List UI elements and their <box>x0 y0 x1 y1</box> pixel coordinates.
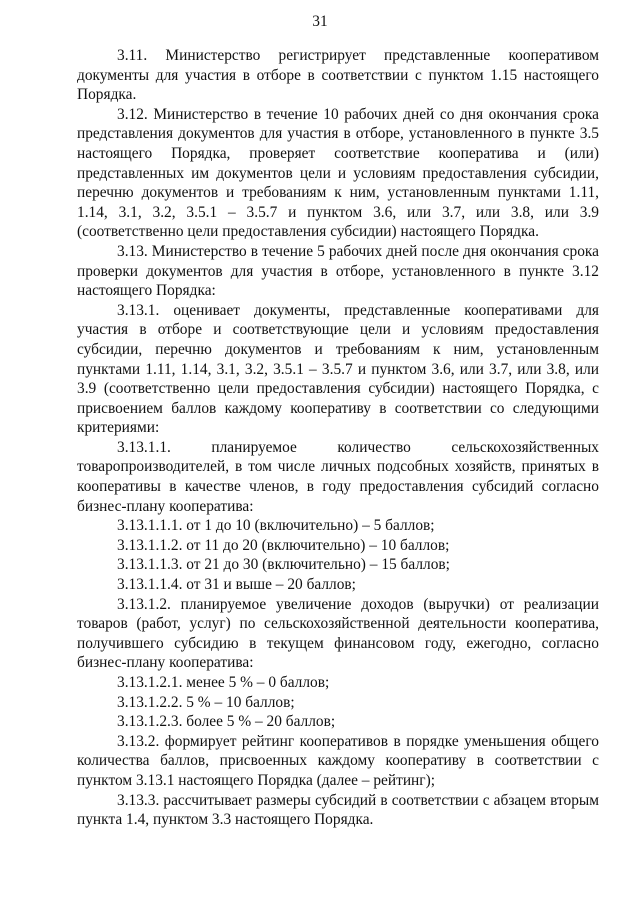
criterion-3-13-1-2-1: 3.13.1.2.1. менее 5 % – 0 баллов; <box>117 674 330 691</box>
document-body <box>77 46 599 830</box>
paragraph-3-13-1-1: 3.13.1.1. планируемое количество сельскохозяйственных товаропроизводителей, в том числе личных подсобных хозяйств, принятых в кооперативы в качестве членов, в году предоставления субсидий согласно бизнес-плану кооператива: <box>77 438 599 515</box>
paragraph-3-13: 3.13. Министерство в течение 5 рабочих дней после дня окончания срока проверки документов для участия в отборе, установленного в пункте 3.12 настоящего Порядка: <box>77 242 599 300</box>
criterion-3-13-1-1-3: 3.13.1.1.3. от 21 до 30 (включительно) – 15 баллов; <box>117 556 450 574</box>
criterion-3-13-1-2-3: 3.13.1.2.3. более 5 % – 20 баллов; <box>117 713 336 731</box>
criterion-3-13-1-1-1: 3.13.1.1.1. от 1 до 10 (включительно) – 5 баллов; <box>117 517 435 535</box>
paragraph-3-13-1-2: 3.13.1.2. планируемое увеличение доходов (выручки) от реализации товаров (работ, услуг) по сельскохозяйственной деятельности кооператива, получившего субсидию в текущем финансовом году, ежегодно, согласно бизнес-плану кооператива: <box>77 595 599 672</box>
paragraph-3-13-2: 3.13.2. формирует рейтинг кооперативов в порядке уменьшения общего количества баллов, присвоенных каждому кооперативу в соответствии с пунктом 3.13.1 настоящего Порядка (далее – рейтинг); <box>77 732 599 789</box>
paragraph-3-11: 3.11. Министерство регистрирует представленные кооперативом документы для участия в отборе в соответствии с пунктом 1.15 настоящего Порядка. <box>77 47 599 104</box>
paragraph-3-13-1: 3.13.1. оценивает документы, представленные кооперативами для участия в отборе и соответствующие цели и условиям предоставления субсидии, перечню документов и требованиям к ним, установленным пунктами 1.11, 1.14, 3.1, 3.2, 3.5.1 – 3.5.7 и пунктом 3.6, или 3.7, или 3.8, или 3.9 (соответственно цели предоставления субсидии) настоящего Порядка, с присвоением баллов каждому кооперативу в соответствии со следующими критериями: <box>77 301 599 437</box>
criterion-3-13-1-2-2: 3.13.1.2.2. 5 % – 10 баллов; <box>117 693 295 711</box>
page-number: 31 <box>312 13 328 30</box>
criterion-3-13-1-1-2: 3.13.1.1.2. от 11 до 20 (включительно) – 10 баллов; <box>117 536 450 554</box>
paragraph-3-13-3: 3.13.3. рассчитывает размеры субсидий в соответствии с абзацем вторым пункта 1.4, пунктом 3.3 настоящего Порядка. <box>77 791 599 829</box>
paragraph-3-12: 3.12. Министерство в течение 10 рабочих дней со дня окончания срока представления документов для участия в отборе, установленного в пункте 3.5 настоящего Порядка, проверяет соответствие кооператива и (или) представленных им документов цели и условиям предоставления субсидии, перечню документов и требованиям к ним, установленным пунктами 1.11, 1.14, 3.1, 3.2, 3.5.1 – 3.5.7 и пунктом 3.6, или 3.7, или 3.8, или 3.9 (соответственно цели предоставления субсидии) настоящего Порядка. <box>77 105 599 241</box>
criterion-3-13-1-1-4: 3.13.1.1.4. от 31 и выше – 20 баллов; <box>117 576 356 594</box>
